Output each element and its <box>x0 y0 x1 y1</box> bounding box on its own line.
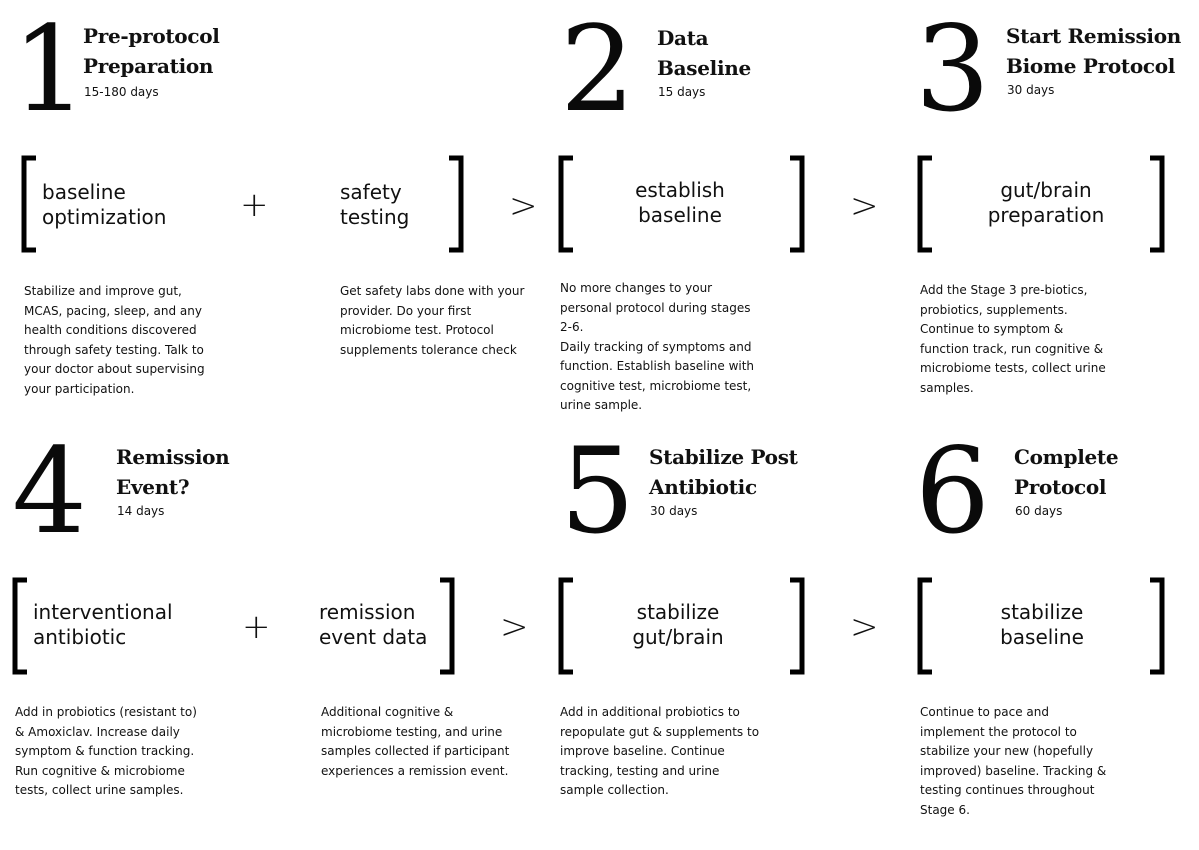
stage-1-title-line-2: Preparation <box>83 54 214 78</box>
item-interventional-antibiotic-text <box>33 600 173 650</box>
stage-6-title-line-1: Complete <box>1014 445 1119 469</box>
description-remission-event-data <box>321 703 509 781</box>
next-arrow-1: > <box>509 186 538 226</box>
item-text-line: establish <box>635 178 725 202</box>
stage-1-duration: 15-180 days <box>84 85 159 99</box>
description-line: improve baseline. Continue <box>560 744 725 758</box>
description-line: Run cognitive & microbiome <box>15 763 185 778</box>
item-gut-brain-preparation-text <box>966 178 1126 228</box>
item-interventional-antibiotic <box>33 600 173 650</box>
stage-2-title-line-1: Data <box>657 26 709 50</box>
item-text-line: baseline <box>42 180 126 204</box>
description-line: Add in additional probiotics to <box>560 705 740 719</box>
description-line: & Amoxiclav. Increase daily <box>15 724 180 739</box>
description-line: MCAS, pacing, sleep, and any <box>24 303 202 318</box>
item-text-line: stabilize <box>1000 600 1084 624</box>
stage-3-duration: 30 days <box>1007 83 1055 97</box>
item-gut-brain-preparation <box>966 178 1126 228</box>
description-line: tests, collect urine samples. <box>15 783 184 797</box>
next-arrow-4: > <box>850 607 879 647</box>
description-line: Daily tracking of symptoms and <box>560 339 752 354</box>
stage-5-title-line-2: Antibiotic <box>649 475 757 499</box>
item-safety-testing <box>340 180 409 230</box>
item-text-line: antibiotic <box>33 625 127 649</box>
description-line: Continue to symptom & <box>920 322 1064 336</box>
stage-4-title-line-2: Event? <box>116 475 190 499</box>
item-stabilize-baseline <box>962 600 1122 650</box>
description-line: microbiome testing, and urine <box>321 724 503 739</box>
description-line: health conditions discovered <box>24 323 197 337</box>
description-line: function track, run cognitive & <box>920 341 1104 356</box>
stage-3-number: 3 <box>915 0 991 138</box>
item-text-line: optimization <box>42 205 167 229</box>
description-line: testing continues throughout <box>920 783 1095 797</box>
stage-1-title-line-1: Pre-protocol <box>83 24 220 48</box>
description-stabilize-baseline <box>920 703 1106 820</box>
description-line: microbiome tests, collect urine <box>920 361 1106 375</box>
description-line: symptom & function tracking. <box>15 744 195 758</box>
plus-symbol: + <box>240 185 269 225</box>
item-text-line: stabilize <box>636 600 720 624</box>
description-line: sample collection. <box>560 783 669 797</box>
description-line: samples collected if participant <box>321 744 510 758</box>
stage-6-duration: 60 days <box>1015 504 1063 518</box>
description-line: urine sample. <box>560 398 643 412</box>
stage-4-title-line-1: Remission <box>116 445 230 469</box>
stage-4-duration: 14 days <box>117 504 165 518</box>
description-line: supplements tolerance check <box>340 342 517 357</box>
description-baseline-optimization <box>24 282 205 399</box>
right-bracket-stabilize-baseline <box>1148 578 1172 674</box>
stage-3-title-line-1: Start Remission <box>1006 24 1181 48</box>
description-line: stabilize your new (hopefully <box>920 744 1094 758</box>
stage-4-number: 4 <box>12 422 88 560</box>
description-line: Add in probiotics (resistant to) <box>15 705 197 719</box>
item-stabilize-baseline-text <box>962 600 1122 650</box>
description-line: microbiome test. Protocol <box>340 323 494 337</box>
stage-5-title-line-1: Stabilize Post <box>649 445 798 469</box>
stage-6-title-line-2: Protocol <box>1014 475 1107 499</box>
description-line: personal protocol during stages <box>560 300 751 315</box>
left-bracket-stabilize-baseline <box>918 578 942 674</box>
item-remission-event-data <box>319 600 427 650</box>
description-line: tracking, testing and urine <box>560 763 720 778</box>
item-text-line: baseline <box>1000 625 1084 649</box>
stage-6-number: 6 <box>915 422 991 560</box>
right-bracket-remission-event-data <box>438 578 462 674</box>
item-remission-event-data-text <box>319 600 427 650</box>
stage-2-number: 2 <box>560 0 636 138</box>
description-line: your doctor about supervising <box>24 362 205 376</box>
stage-2-title-line-2: Baseline <box>657 56 751 80</box>
description-interventional-antibiotic <box>15 703 197 801</box>
stage-2-duration: 15 days <box>658 85 706 99</box>
item-text-line: gut/brain <box>1000 178 1092 202</box>
description-line: probiotics, supplements. <box>920 302 1068 317</box>
item-text-line: baseline <box>638 203 722 227</box>
description-stabilize-gut-brain <box>560 703 759 801</box>
item-text-line: interventional <box>33 600 173 624</box>
description-line: No more changes to your <box>560 281 713 295</box>
description-line: Continue to pace and <box>920 705 1049 719</box>
item-stabilize-gut-brain <box>598 600 758 650</box>
item-safety-testing-line-1 <box>340 180 409 230</box>
right-bracket-safety-testing <box>447 156 471 252</box>
item-baseline-optimization <box>42 180 166 230</box>
right-bracket-gut-brain-preparation <box>1148 156 1172 252</box>
item-baseline-optimization-line-1 <box>42 180 166 230</box>
item-establish-baseline-text <box>600 178 760 228</box>
description-line: Add the Stage 3 pre-biotics, <box>920 283 1088 297</box>
description-line: Additional cognitive & <box>321 705 454 719</box>
description-line: experiences a remission event. <box>321 763 509 778</box>
stage-5-number: 5 <box>560 422 636 560</box>
description-safety-testing <box>340 282 524 360</box>
description-gut-brain-preparation <box>920 281 1106 398</box>
description-establish-baseline <box>560 279 754 416</box>
left-bracket-establish-baseline <box>559 156 583 252</box>
description-line: your participation. <box>24 381 135 396</box>
item-text-line: preparation <box>987 203 1105 227</box>
item-text-line: remission <box>319 600 416 624</box>
description-line: cognitive test, microbiome test, <box>560 378 752 393</box>
left-bracket-gut-brain-preparation <box>918 156 942 252</box>
plus-symbol-2: + <box>242 607 271 647</box>
description-line: samples. <box>920 380 974 395</box>
right-bracket-stabilize-gut-brain <box>788 578 812 674</box>
item-stabilize-gut-brain-text <box>598 600 758 650</box>
item-text-line: safety <box>340 180 402 204</box>
next-arrow-2: > <box>850 186 879 226</box>
stage-1-number: 1 <box>12 0 88 138</box>
description-line: provider. Do your first <box>340 303 472 318</box>
right-bracket-establish-baseline <box>788 156 812 252</box>
item-text-line: gut/brain <box>632 625 724 649</box>
item-text-line: testing <box>340 205 410 229</box>
description-line: Stage 6. <box>920 802 970 817</box>
stage-3-title-line-2: Biome Protocol <box>1006 54 1176 78</box>
left-bracket-stabilize-gut-brain <box>559 578 583 674</box>
description-line: 2-6. <box>560 320 584 334</box>
description-line: improved) baseline. Tracking & <box>920 763 1107 778</box>
item-text-line: event data <box>319 625 428 649</box>
stage-5-duration: 30 days <box>650 504 698 518</box>
item-establish-baseline <box>600 178 760 228</box>
next-arrow-3: > <box>500 607 529 647</box>
description-line: Get safety labs done with your <box>340 284 525 298</box>
description-line: implement the protocol to <box>920 724 1077 739</box>
description-line: repopulate gut & supplements to <box>560 724 760 739</box>
description-line: through safety testing. Talk to <box>24 342 204 357</box>
description-line: function. Establish baseline with <box>560 359 755 373</box>
description-line: Stabilize and improve gut, <box>24 284 182 298</box>
